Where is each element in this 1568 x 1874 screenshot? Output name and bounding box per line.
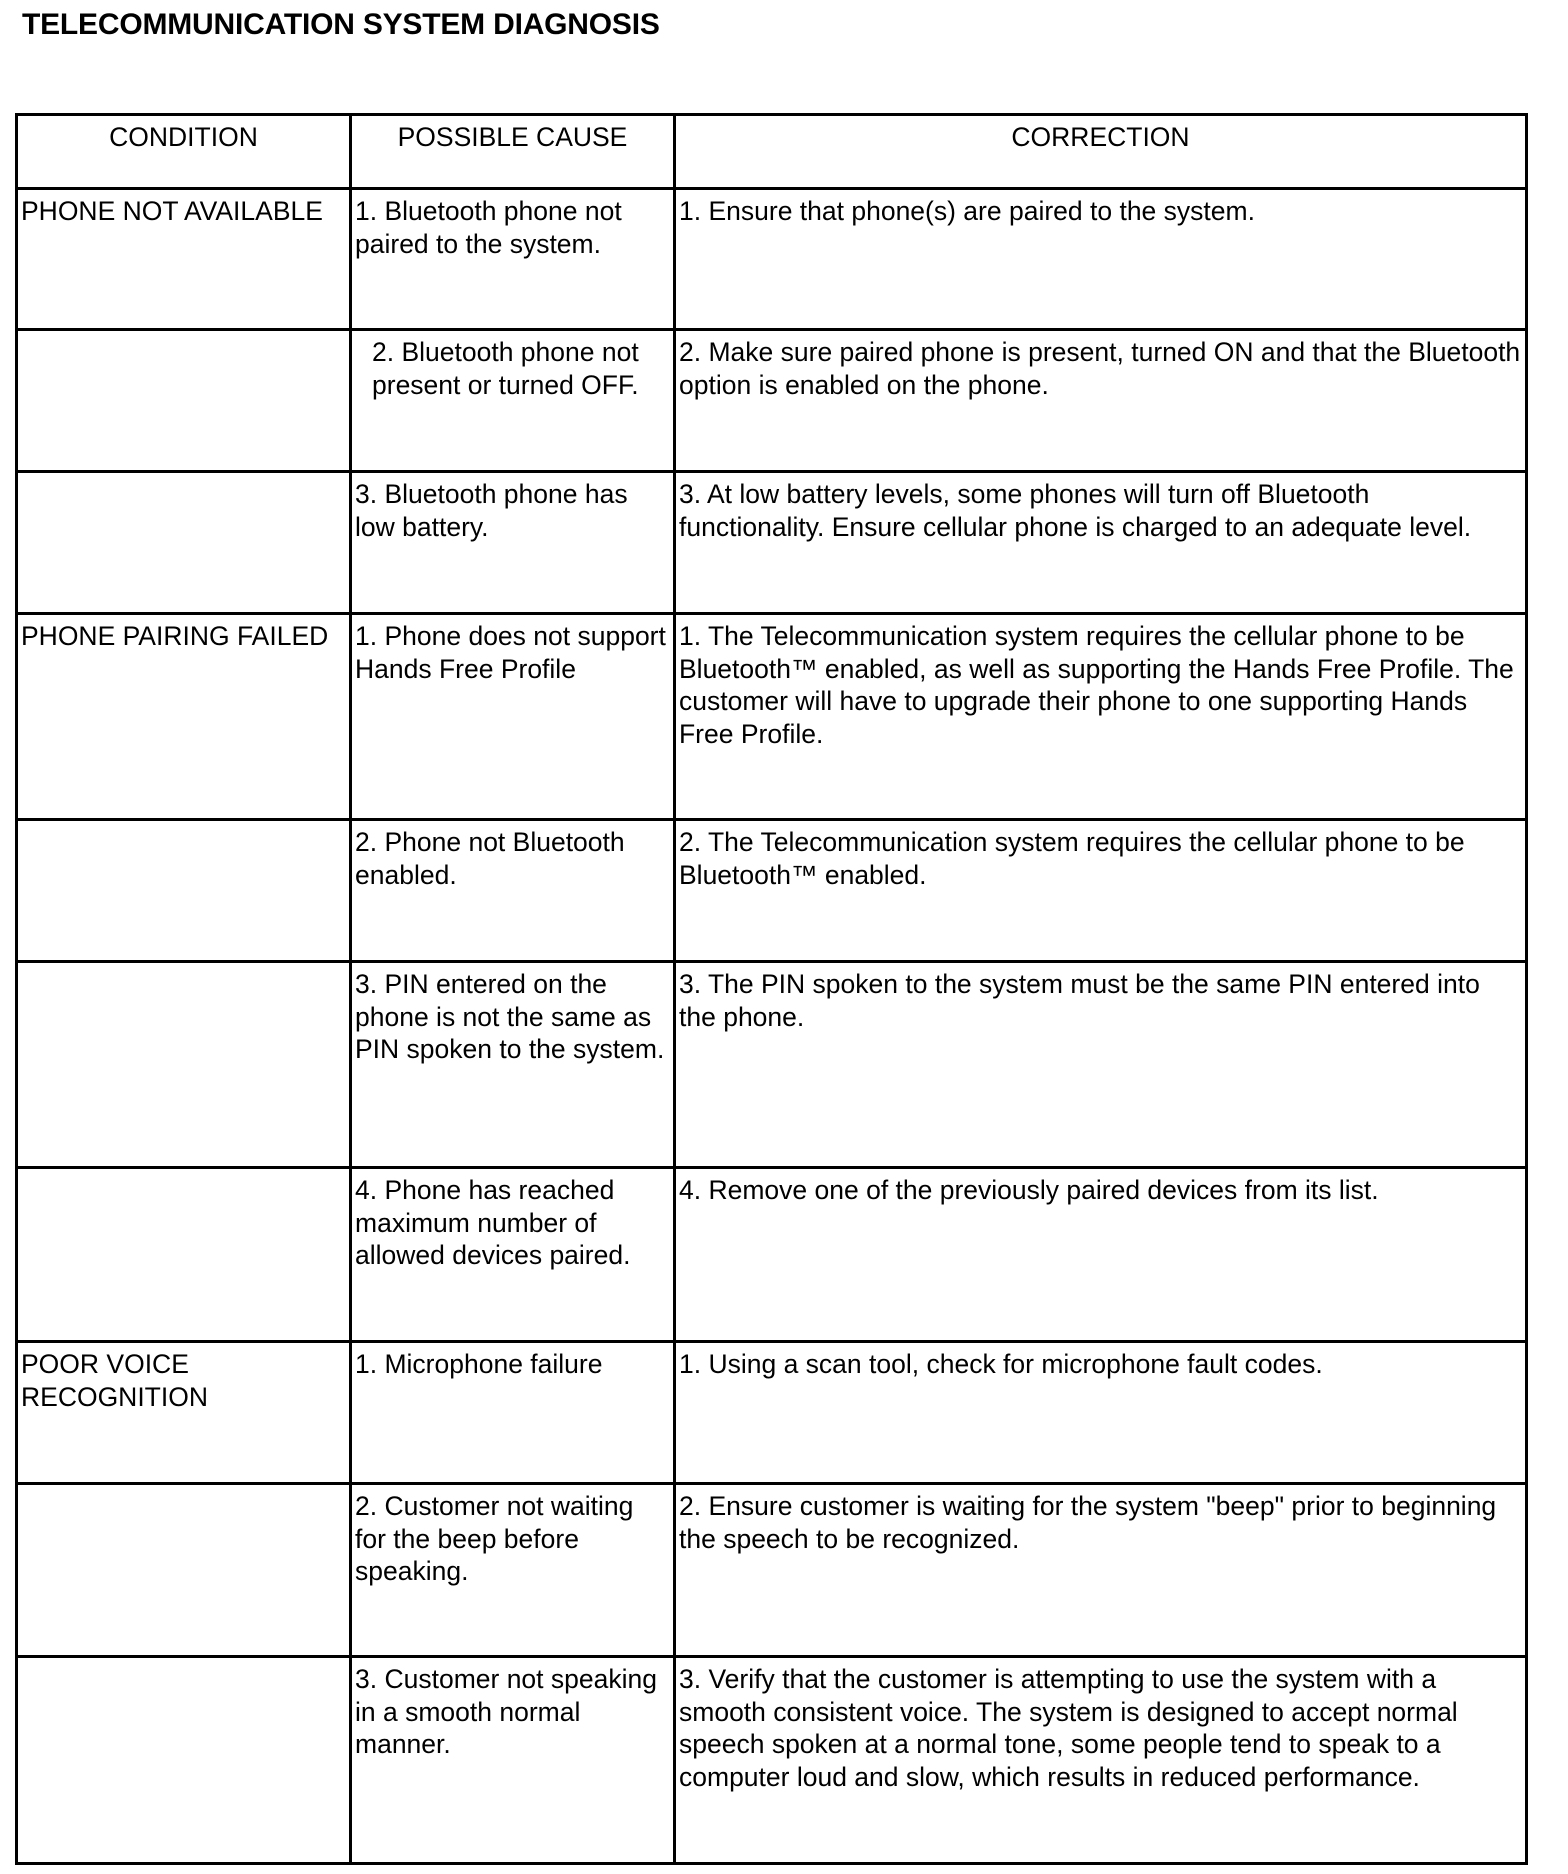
correction-cell: 2. Ensure customer is waiting for the system "beep" prior to beginning the speech to be recognized. <box>675 1484 1527 1657</box>
table-header-row <box>17 115 1527 189</box>
cause-cell: 4. Phone has reached maximum number of allowed devices paired. <box>351 1168 675 1342</box>
table-row <box>17 472 1527 614</box>
table-row <box>17 820 1527 962</box>
table-row <box>17 1657 1527 1864</box>
cause-cell: 2. Customer not waiting for the beep before speaking. <box>351 1484 675 1657</box>
cause-cell: 2. Bluetooth phone not present or turned OFF. <box>351 330 675 472</box>
correction-cell: 2. The Telecommunication system requires the cellular phone to be Bluetooth™ enabled. <box>675 820 1527 962</box>
table-row <box>17 962 1527 1168</box>
table-row <box>17 330 1527 472</box>
document-title: TELECOMMUNICATION SYSTEM DIAGNOSIS <box>22 8 660 41</box>
column-header-correction: CORRECTION <box>675 115 1527 189</box>
condition-cell <box>17 962 351 1168</box>
correction-cell: 2. Make sure paired phone is present, turned ON and that the Bluetooth option is enabled on the phone. <box>675 330 1527 472</box>
column-header-possible-cause: POSSIBLE CAUSE <box>351 115 675 189</box>
table-row <box>17 1168 1527 1342</box>
condition-cell: POOR VOICE RECOGNITION <box>17 1342 351 1484</box>
table-row <box>17 1342 1527 1484</box>
table-row <box>17 1484 1527 1657</box>
condition-cell <box>17 1484 351 1657</box>
condition-cell: PHONE NOT AVAILABLE <box>17 189 351 330</box>
correction-cell: 1. The Telecommunication system requires the cellular phone to be Bluetooth™ enabled, as well as supporting the Hands Free Profile. The customer will have to upgrade their phone to one supporting Hands Free Profile. <box>675 614 1527 820</box>
cause-cell: 1. Phone does not support Hands Free Profile <box>351 614 675 820</box>
condition-cell <box>17 1657 351 1864</box>
correction-cell: 3. At low battery levels, some phones will turn off Bluetooth functionality. Ensure cellular phone is charged to an adequate level. <box>675 472 1527 614</box>
diagnosis-table <box>15 113 1528 1865</box>
correction-cell: 4. Remove one of the previously paired devices from its list. <box>675 1168 1527 1342</box>
condition-cell: PHONE PAIRING FAILED <box>17 614 351 820</box>
cause-cell: 2. Phone not Bluetooth enabled. <box>351 820 675 962</box>
table-row <box>17 614 1527 820</box>
correction-cell: 3. Verify that the customer is attempting to use the system with a smooth consistent voice. The system is designed to accept normal speech spoken at a normal tone, some people tend to speak to a computer loud and slow, which results in reduced performance. <box>675 1657 1527 1864</box>
cause-cell: 1. Microphone failure <box>351 1342 675 1484</box>
condition-cell <box>17 820 351 962</box>
column-header-condition: CONDITION <box>17 115 351 189</box>
correction-cell: 1. Ensure that phone(s) are paired to the system. <box>675 189 1527 330</box>
cause-cell: 3. PIN entered on the phone is not the same as PIN spoken to the system. <box>351 962 675 1168</box>
cause-cell: 3. Bluetooth phone has low battery. <box>351 472 675 614</box>
cause-cell: 1. Bluetooth phone not paired to the system. <box>351 189 675 330</box>
correction-cell: 3. The PIN spoken to the system must be the same PIN entered into the phone. <box>675 962 1527 1168</box>
condition-cell <box>17 472 351 614</box>
cause-cell: 3. Customer not speaking in a smooth normal manner. <box>351 1657 675 1864</box>
table-row <box>17 189 1527 330</box>
condition-cell <box>17 330 351 472</box>
correction-cell: 1. Using a scan tool, check for microphone fault codes. <box>675 1342 1527 1484</box>
condition-cell <box>17 1168 351 1342</box>
